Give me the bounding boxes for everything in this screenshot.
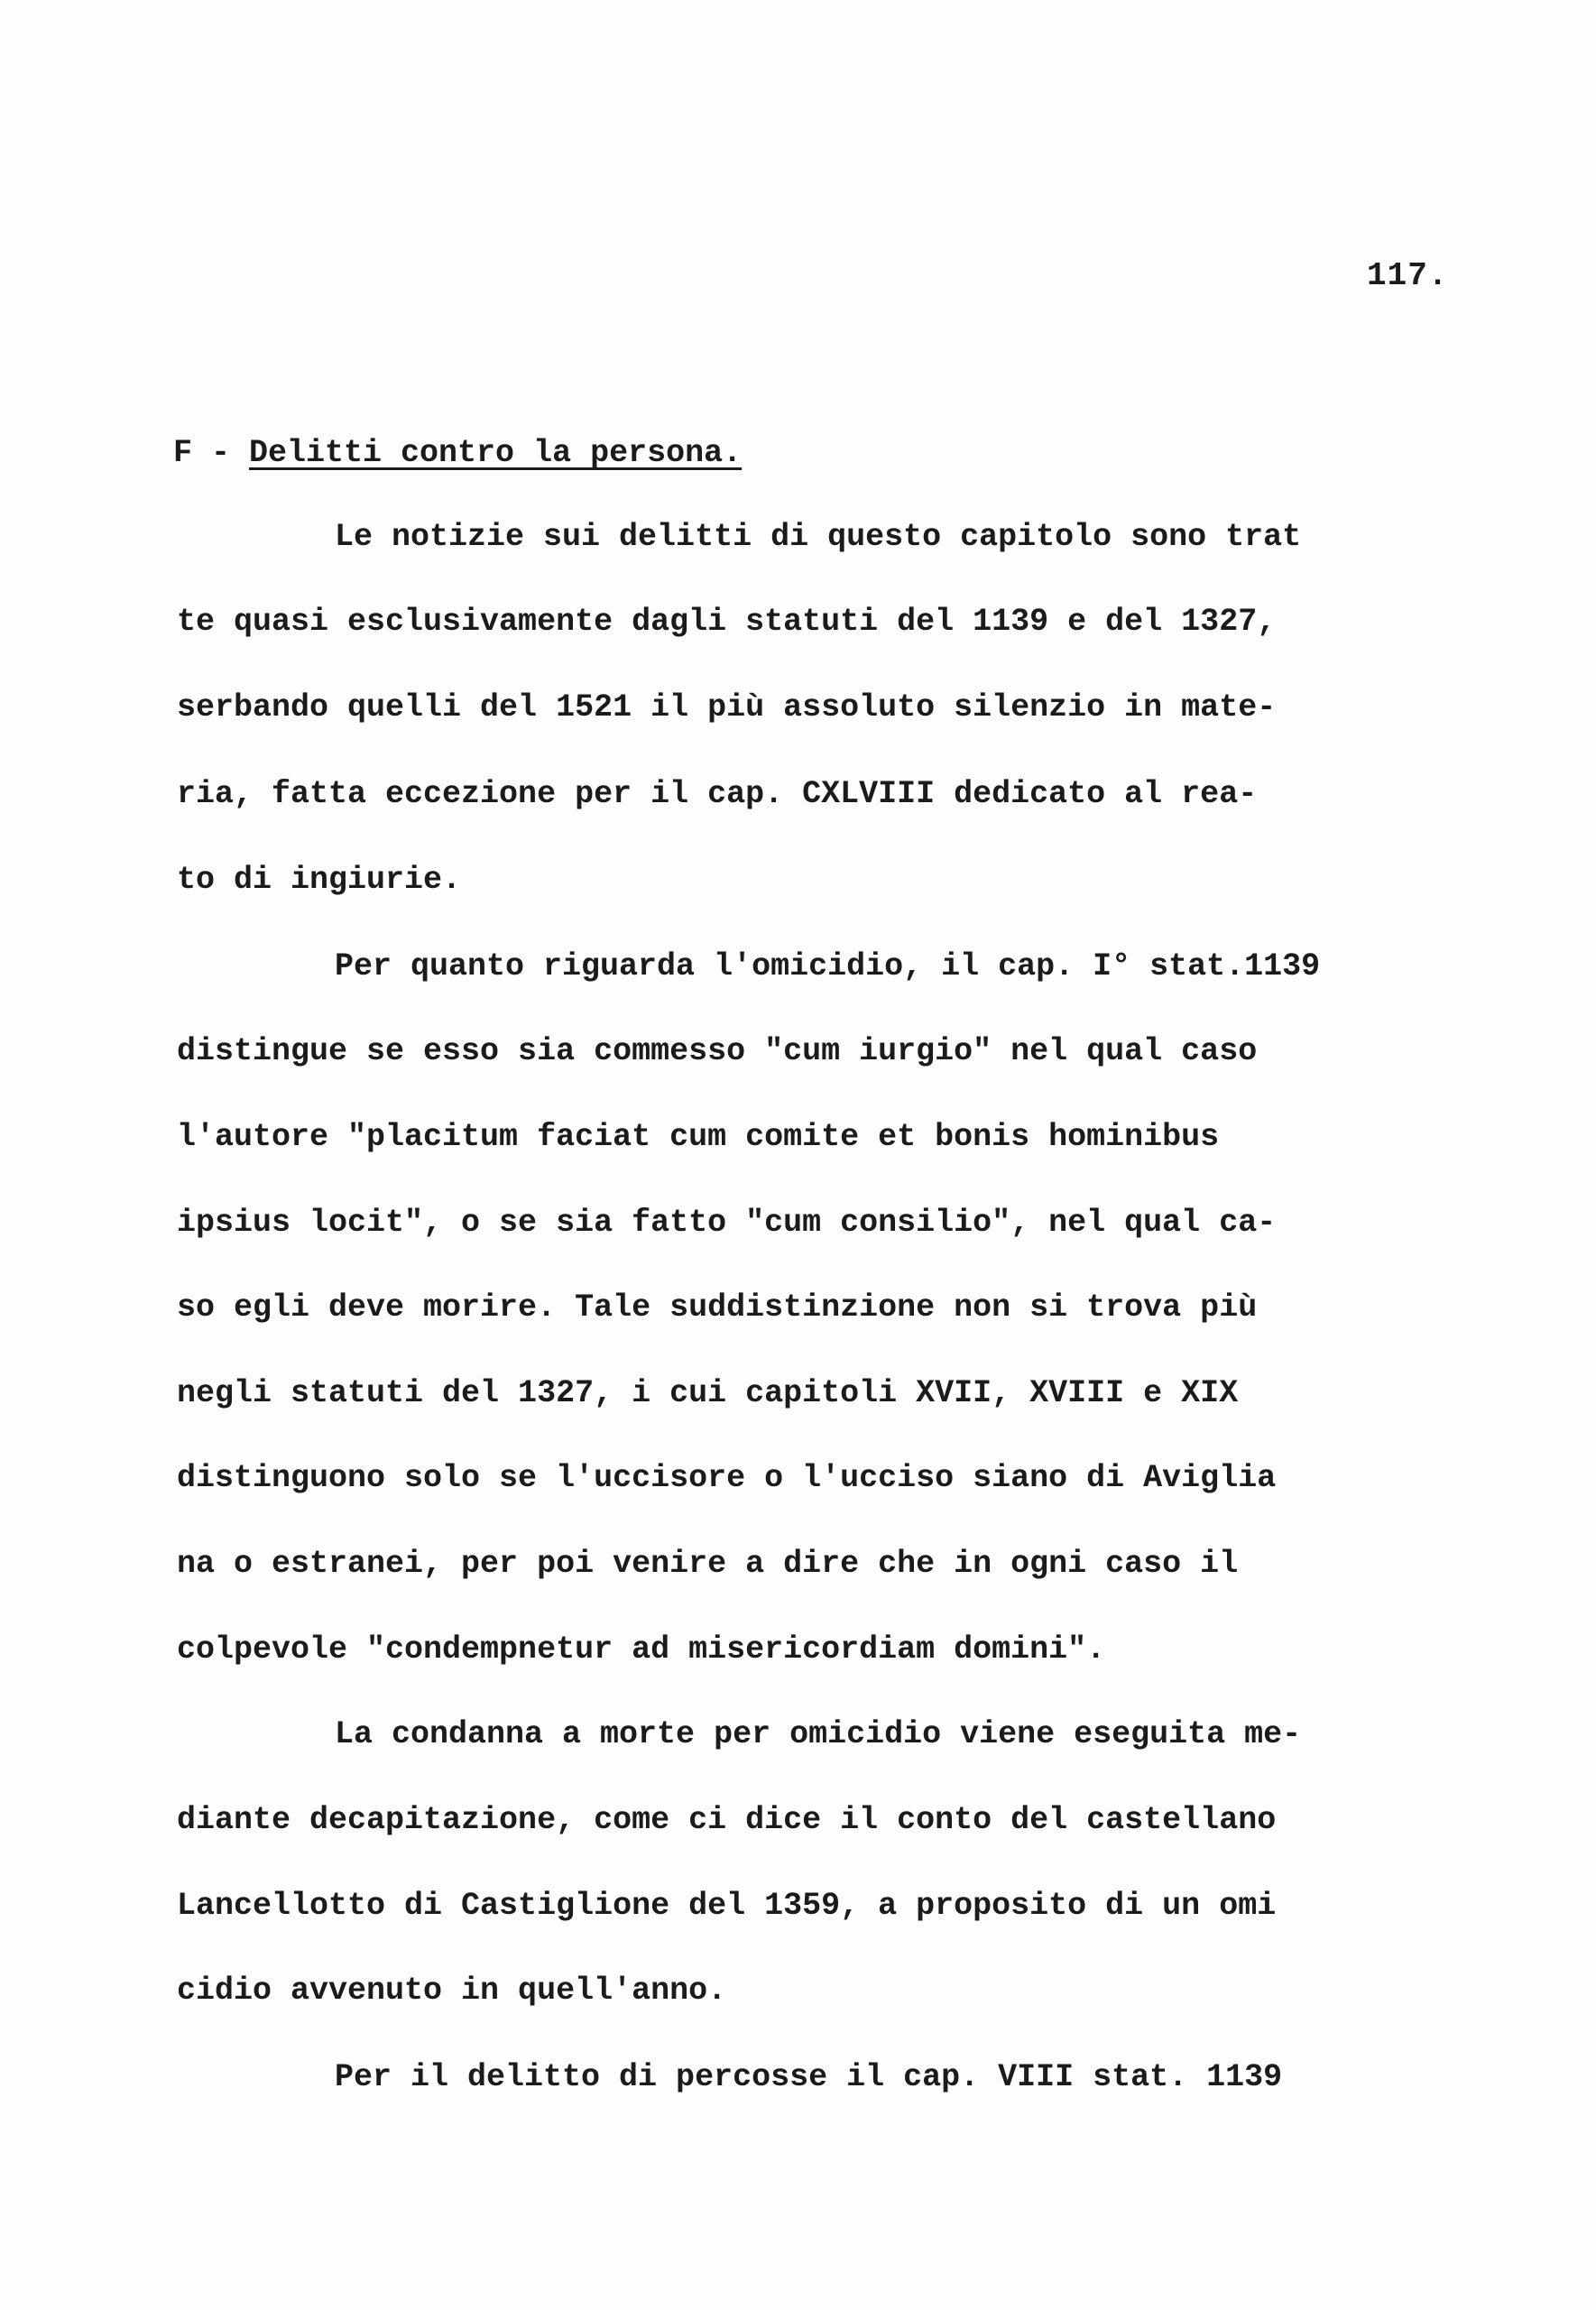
text-line: so egli deve morire. Tale suddistinzione non si trova più xyxy=(177,1289,1258,1326)
text-line: Lancellotto di Castiglione del 1359, a proposito di un omi xyxy=(177,1888,1277,1924)
text-line: ria, fatta eccezione per il cap. CXLVIII dedicato al rea- xyxy=(177,776,1258,812)
text-line: to di ingiurie. xyxy=(177,862,462,898)
text-line: na o estranei, per poi venire a dire che in ogni caso il xyxy=(177,1546,1239,1582)
text-line: cidio avvenuto in quell'anno. xyxy=(177,1973,727,2009)
text-line: distinguono solo se l'uccisore o l'ucciso siano di Aviglia xyxy=(177,1460,1277,1496)
text-line: diante decapitazione, come ci dice il conto del castellano xyxy=(177,1802,1277,1838)
text-line: colpevole "condempnetur ad misericordiam domini". xyxy=(177,1631,1106,1668)
text-line: Per il delitto di percosse il cap. VIII stat. 1139 xyxy=(335,2059,1283,2095)
page-number: 117. xyxy=(1367,257,1449,294)
text-line: distingue se esso sia commesso "cum iurgio" nel qual caso xyxy=(177,1033,1258,1069)
section-letter: F - xyxy=(173,435,250,471)
text-line: serbando quelli del 1521 il più assoluto silenzio in mate- xyxy=(177,689,1277,725)
text-line: Per quanto riguarda l'omicidio, il cap. I° stat.1139 xyxy=(335,948,1321,984)
text-line: negli statuti del 1327, i cui capitoli XVII, XVIII e XIX xyxy=(177,1375,1239,1411)
section-title: Delitti contro la persona. xyxy=(249,435,743,471)
section-heading xyxy=(173,435,742,471)
text-line: te quasi esclusivamente dagli statuti del 1139 e del 1327, xyxy=(177,604,1277,640)
text-line: l'autore "placitum faciat cum comite et bonis hominibus xyxy=(177,1119,1220,1155)
text-line: La condanna a morte per omicidio viene eseguita me- xyxy=(335,1716,1302,1752)
text-line: ipsius locit", o se sia fatto "cum consilio", nel qual ca- xyxy=(177,1205,1277,1241)
text-line: Le notizie sui delitti di questo capitolo sono trat xyxy=(335,519,1302,555)
